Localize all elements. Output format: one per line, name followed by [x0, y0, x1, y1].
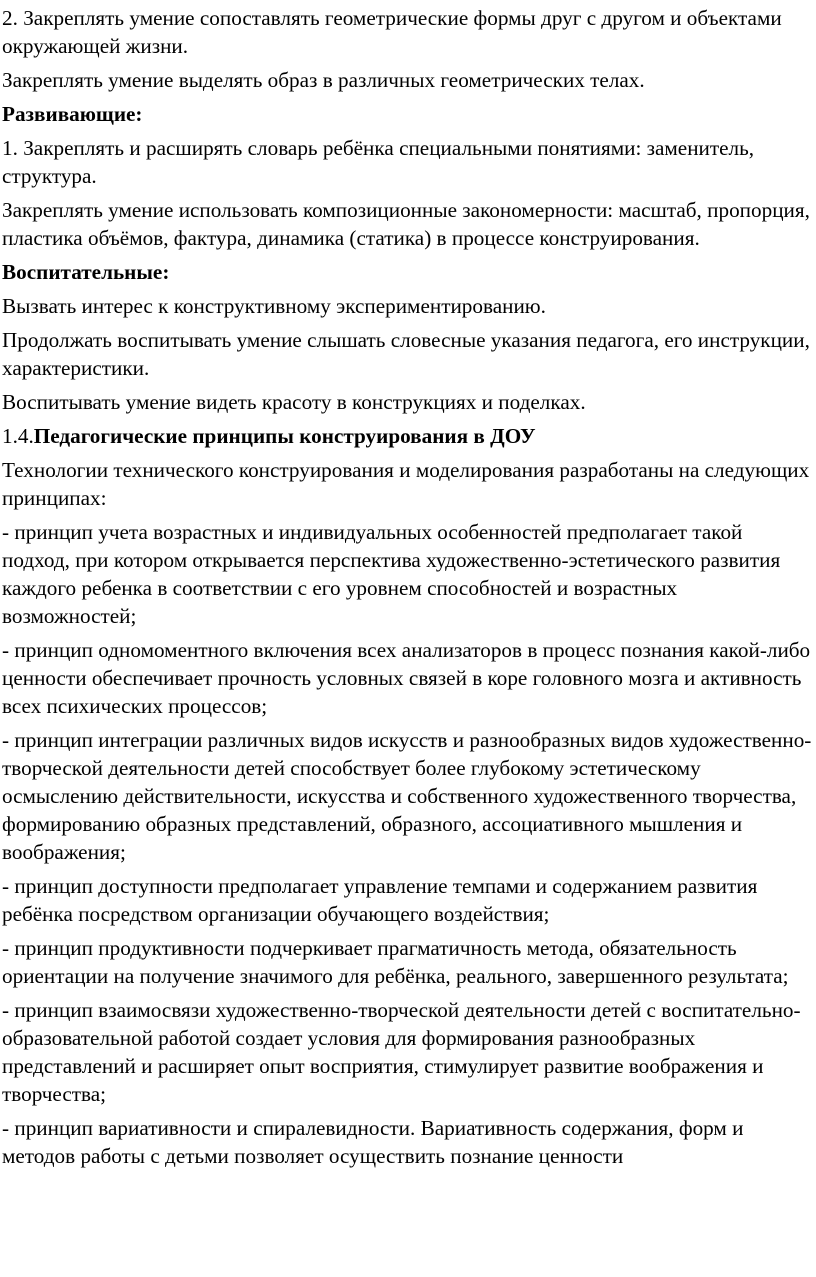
- principle-accessibility: - принцип доступности предполагает управление темпами и содержанием развития ребёнка посредством организации обучающего воздействия;: [2, 874, 758, 926]
- paragraph-composition: Закреплять умение использовать композиционные закономерности: масштаб, пропорция, пластика объёмов, фактура, динамика (статика) в процессе конструирования.: [2, 198, 810, 250]
- heading-educational: Воспитательные:: [2, 260, 170, 284]
- document-page: [2, 4, 814, 1170]
- principle-analyzers: - принцип одномоментного включения всех анализаторов в процесс познания какой-либо ценности обеспечивает прочность условных связей в коре головного мозга и активность всех психических процессов;: [2, 638, 811, 718]
- paragraph-listening: Продолжать воспитывать умение слышать словесные указания педагога, его инструкции, характеристики.: [2, 328, 810, 380]
- principle-productivity: - принцип продуктивности подчеркивает прагматичность метода, обязательность ориентации на получение значимого для ребёнка, реального, завершенного результата;: [2, 936, 789, 988]
- principle-age: - принцип учета возрастных и индивидуальных особенностей предполагает такой подход, при котором открывается перспектива художественно-эстетического развития каждого ребенка в соответствии с его уровнем способностей и возрастных возможностей;: [2, 520, 781, 628]
- paragraph-beauty: Воспитывать умение видеть красоту в конструкциях и поделках.: [2, 390, 586, 414]
- paragraph-vocabulary: 1. Закреплять и расширять словарь ребёнка специальными понятиями: заменитель, структура.: [2, 136, 755, 188]
- principle-integration: - принцип интеграции различных видов искусств и разнообразных видов художественно-творческой деятельности детей способствует более глубокому эстетическому осмыслению действительности, искусства и собственного художественного творчества, формированию образных представлений, образного, ассоциативного мышления и воображения;: [2, 728, 812, 864]
- principle-interconnection: - принцип взаимосвязи художественно-творческой деятельности детей с воспитательно-образовательной работой создает условия для формирования разнообразных представлений и расширяет опыт восприятия, стимулирует развитие воображения и творчества;: [2, 998, 801, 1106]
- paragraph-interest: Вызвать интерес к конструктивному экспериментированию.: [2, 294, 546, 318]
- section-title: Педагогические принципы конструирования в ДОУ: [33, 424, 536, 448]
- paragraph-technologies: Технологии технического конструирования и моделирования разработаны на следующих принципах:: [2, 458, 810, 510]
- section-heading-principles: [2, 422, 814, 450]
- paragraph-goal-2: 2. Закреплять умение сопоставлять геометрические формы друг с другом и объектами окружающей жизни.: [2, 6, 782, 58]
- section-number: 1.4.: [2, 424, 34, 448]
- paragraph-goal-image: Закреплять умение выделять образ в различных геометрических телах.: [2, 68, 645, 92]
- principle-variability: - принцип вариативности и спиралевидности. Вариативность содержания, форм и методов работы с детьми позволяет осуществить познание ценности: [2, 1116, 744, 1168]
- heading-developing: Развивающие:: [2, 102, 143, 126]
